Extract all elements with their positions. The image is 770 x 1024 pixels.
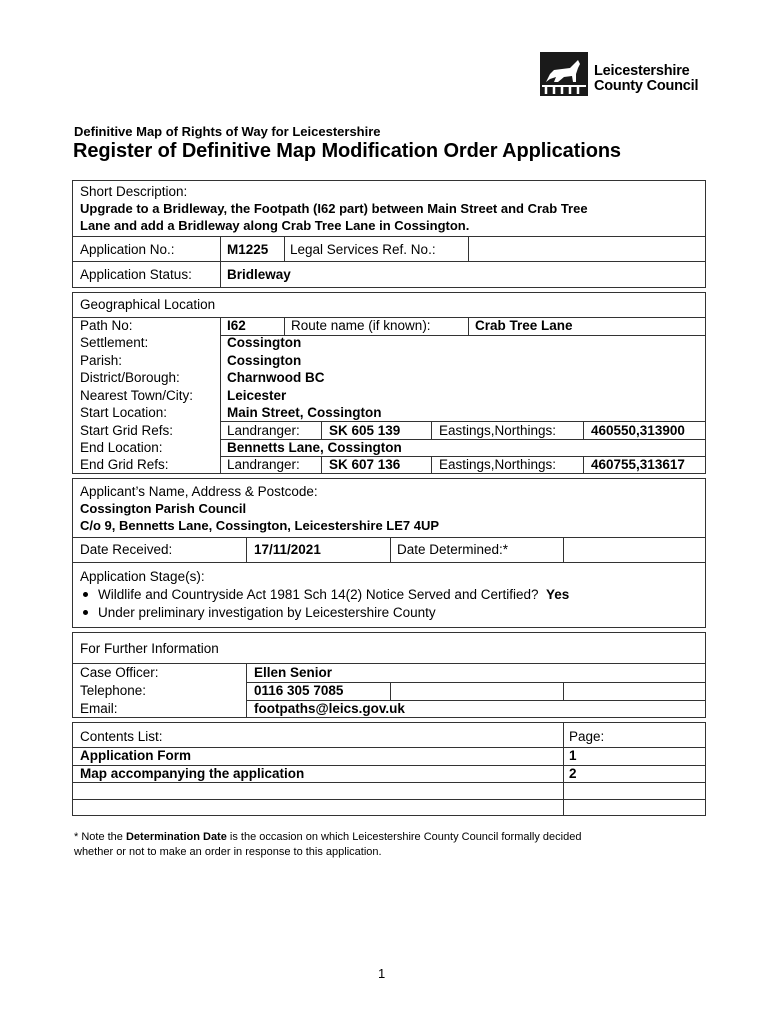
divider bbox=[583, 421, 584, 439]
application-no-value: M1225 bbox=[227, 242, 269, 257]
divider bbox=[246, 663, 247, 718]
bullet-icon bbox=[83, 592, 88, 597]
date-received-label: Date Received: bbox=[80, 542, 173, 557]
end-location-value: Bennetts Lane, Cossington bbox=[227, 440, 402, 455]
parish-label: Parish: bbox=[80, 353, 123, 368]
contents-section bbox=[72, 722, 706, 816]
parish-value: Cossington bbox=[227, 353, 302, 368]
end-landranger-label: Landranger: bbox=[227, 457, 300, 472]
logo-line-2: County Council bbox=[594, 78, 699, 94]
contents-item: Application Form bbox=[80, 748, 191, 763]
contents-page: 1 bbox=[569, 748, 577, 763]
summary-section bbox=[72, 180, 706, 288]
divider bbox=[390, 682, 391, 700]
stage-item-2: Under preliminary investigation by Leicestershire County bbox=[98, 605, 436, 620]
stages-label: Application Stage(s): bbox=[80, 569, 205, 584]
divider bbox=[73, 537, 705, 538]
applicant-label: Applicant’s Name, Address & Postcode: bbox=[80, 484, 318, 499]
contents-item: Map accompanying the application bbox=[80, 766, 305, 781]
path-no-label: Path No: bbox=[80, 318, 133, 333]
fox-crest-icon bbox=[540, 52, 590, 98]
start-eastings-value: 460550,313900 bbox=[591, 423, 685, 438]
town-value: Leicester bbox=[227, 388, 287, 403]
footnote bbox=[74, 830, 714, 860]
divider bbox=[246, 537, 247, 562]
contact-heading: For Further Information bbox=[80, 641, 219, 656]
district-value: Charnwood BC bbox=[227, 370, 325, 385]
telephone-label: Telephone: bbox=[80, 683, 147, 698]
route-name-value: Crab Tree Lane bbox=[475, 318, 573, 333]
route-name-label: Route name (if known): bbox=[291, 318, 431, 333]
page-title: Register of Definitive Map Modification Order Applications bbox=[73, 140, 621, 162]
divider bbox=[468, 317, 469, 335]
district-label: District/Borough: bbox=[80, 370, 180, 385]
town-label: Nearest Town/City: bbox=[80, 388, 194, 403]
divider bbox=[321, 421, 322, 439]
council-logo bbox=[540, 52, 710, 98]
legal-ref-label: Legal Services Ref. No.: bbox=[290, 242, 436, 257]
applicant-section bbox=[72, 478, 706, 628]
date-received-value: 17/11/2021 bbox=[254, 542, 321, 557]
divider bbox=[431, 456, 432, 474]
status-label: Application Status: bbox=[80, 267, 192, 282]
end-location-label: End Location: bbox=[80, 440, 163, 455]
geo-heading: Geographical Location bbox=[80, 297, 216, 312]
bullet-icon bbox=[83, 610, 88, 615]
stage-item-1-answer: Yes bbox=[546, 587, 570, 602]
email-label: Email: bbox=[80, 701, 118, 716]
divider bbox=[468, 236, 469, 261]
contents-page: 2 bbox=[569, 766, 577, 781]
divider bbox=[563, 723, 564, 816]
status-value: Bridleway bbox=[227, 267, 291, 282]
document-subtitle: Definitive Map of Rights of Way for Leicestershire bbox=[74, 124, 381, 139]
short-description-label: Short Description: bbox=[80, 184, 188, 199]
divider bbox=[583, 456, 584, 474]
footnote-prefix: * Note the bbox=[74, 831, 126, 843]
case-officer-value: Ellen Senior bbox=[254, 665, 333, 680]
logo-line-1: Leicestershire bbox=[594, 63, 690, 79]
contact-section bbox=[72, 632, 706, 718]
divider bbox=[284, 236, 285, 261]
divider bbox=[73, 562, 705, 563]
divider bbox=[563, 682, 564, 700]
email-value[interactable]: footpaths@leics.gov.uk bbox=[254, 701, 405, 716]
divider bbox=[73, 799, 705, 800]
start-landranger-value: SK 605 139 bbox=[329, 423, 401, 438]
divider bbox=[220, 236, 221, 288]
contents-list-label: Contents List: bbox=[80, 729, 163, 744]
divider bbox=[390, 537, 391, 562]
divider bbox=[563, 537, 564, 562]
page-number: 1 bbox=[378, 966, 386, 981]
contents-page-label: Page: bbox=[569, 729, 605, 744]
end-eastings-value: 460755,313617 bbox=[591, 457, 685, 472]
divider bbox=[220, 317, 221, 474]
end-landranger-value: SK 607 136 bbox=[329, 457, 401, 472]
stage-item-1 bbox=[98, 587, 569, 603]
start-location-value: Main Street, Cossington bbox=[227, 405, 382, 420]
footnote-term: Determination Date bbox=[125, 831, 227, 843]
settlement-value: Cossington bbox=[227, 335, 302, 350]
divider bbox=[321, 456, 322, 474]
divider bbox=[73, 261, 705, 262]
path-no-value: I62 bbox=[227, 318, 246, 333]
end-grid-label: End Grid Refs: bbox=[80, 457, 169, 472]
start-eastings-label: Eastings,Northings: bbox=[439, 423, 557, 438]
date-determined-label: Date Determined:* bbox=[397, 542, 509, 557]
case-officer-label: Case Officer: bbox=[80, 665, 159, 680]
telephone-value: 0116 305 7085 bbox=[254, 683, 344, 698]
settlement-label: Settlement: bbox=[80, 335, 149, 350]
short-description-line-2: Lane and add a Bridleway along Crab Tree Lane in Cossington. bbox=[80, 218, 470, 233]
end-eastings-label: Eastings,Northings: bbox=[439, 457, 557, 472]
stage-item-1-text: Wildlife and Countryside Act 1981 Sch 14(2) Notice Served and Certified? bbox=[98, 587, 539, 602]
divider bbox=[431, 421, 432, 439]
divider bbox=[73, 663, 705, 664]
applicant-address: C/o 9, Bennetts Lane, Cossington, Leicestershire LE7 4UP bbox=[80, 518, 440, 533]
application-no-label: Application No.: bbox=[80, 242, 175, 257]
start-grid-label: Start Grid Refs: bbox=[80, 423, 174, 438]
start-landranger-label: Landranger: bbox=[227, 423, 300, 438]
divider bbox=[73, 782, 705, 783]
short-description-line-1: Upgrade to a Bridleway, the Footpath (I62 part) between Main Street and Crab Tree bbox=[80, 201, 588, 216]
divider bbox=[73, 236, 705, 237]
start-location-label: Start Location: bbox=[80, 405, 168, 420]
footnote-suffix: is the occasion on which Leicestershire County Council formally decided bbox=[226, 831, 582, 843]
geographical-location-section bbox=[72, 292, 706, 474]
divider bbox=[284, 317, 285, 335]
applicant-name: Cossington Parish Council bbox=[80, 501, 247, 516]
divider bbox=[220, 421, 705, 422]
footnote-line-2: whether or not to make an order in response to this application. bbox=[74, 846, 382, 858]
